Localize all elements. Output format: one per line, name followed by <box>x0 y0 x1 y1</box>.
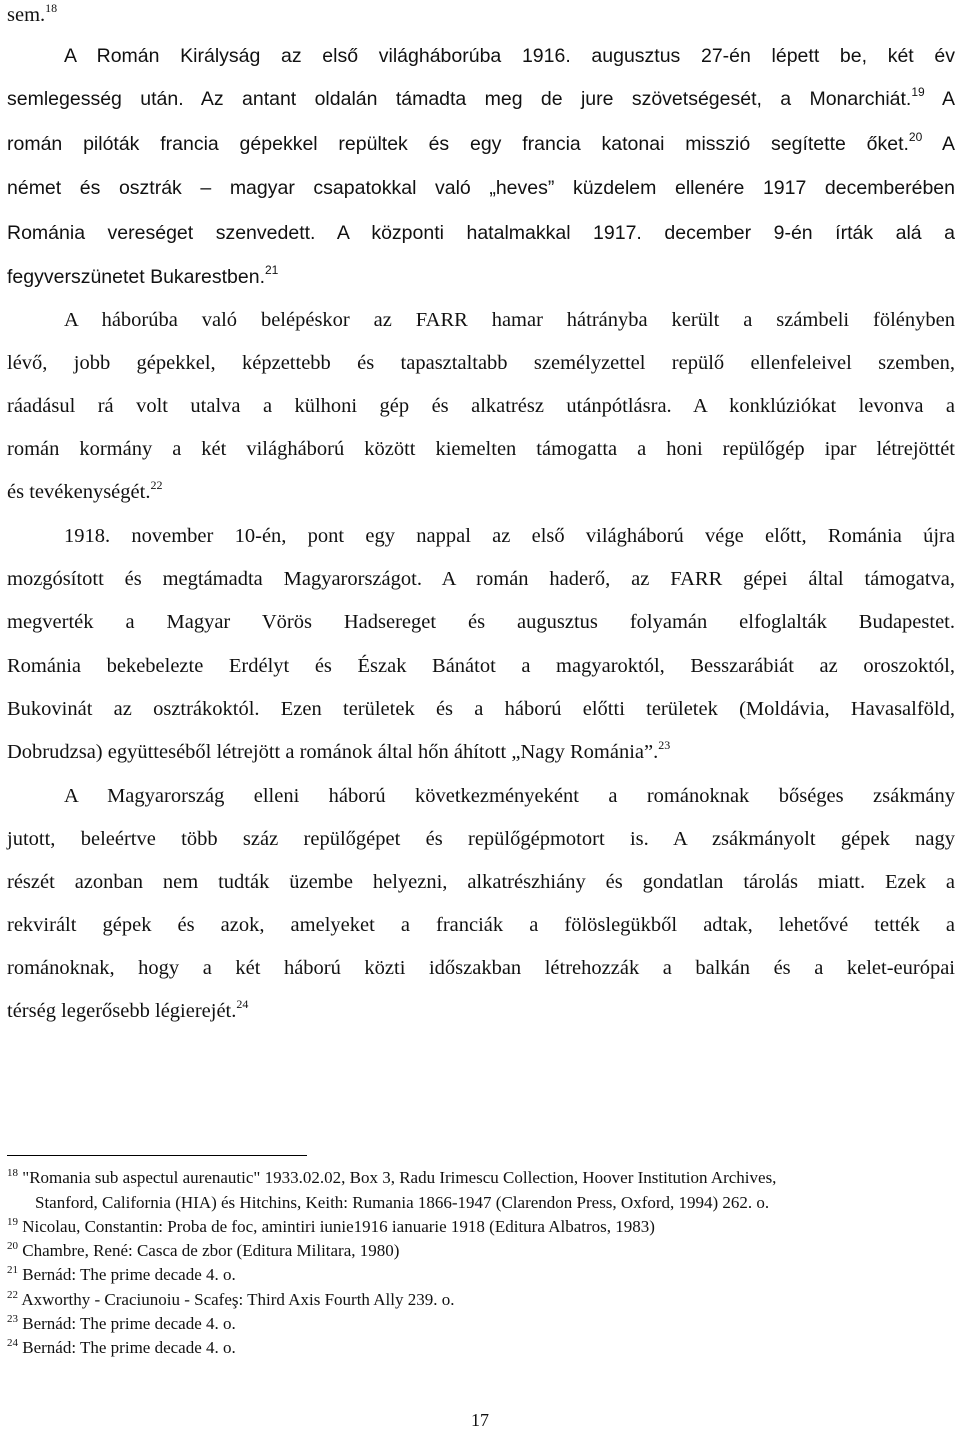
footnote <box>7 1241 957 1261</box>
footnote-ref[interactable]: 21 <box>265 263 279 277</box>
text-line: 1918. november 10-én, pont egy nappal az első világháború vége előtt, Románia újra <box>64 525 955 547</box>
footnote <box>7 1338 957 1358</box>
text-line: A háborúba való belépéskor az FARR hamar hátrányba került a számbeli fölényben <box>64 309 955 331</box>
text-line: megverték a Magyar Vörös Hadsereget és augusztus folyamán elfoglalták Budapestet. <box>7 611 955 633</box>
footnote <box>7 1314 957 1334</box>
footnote-separator <box>7 1155 307 1156</box>
footnote-number: 24 <box>7 1337 18 1349</box>
text-fragment: A <box>924 88 955 110</box>
text-fragment: fegyverszünetet Bukarestben. <box>7 266 265 288</box>
footnote-text: "Romania sub aspectul aurenautic" 1933.02.02, Box 3, Radu Irimescu Collection, Hoover Institution Archives, <box>22 1168 777 1187</box>
text-line <box>7 1 955 27</box>
text-fragment: Dobrudzsa) együtteséből létrejött a románok által hőn áhított „Nagy Románia”. <box>7 741 659 763</box>
footnote-ref[interactable]: 20 <box>908 130 923 144</box>
footnote-text: Bernád: The prime decade 4. o. <box>22 1338 236 1357</box>
footnote-number: 22 <box>7 1289 18 1301</box>
footnote-number: 19 <box>7 1216 18 1228</box>
footnote-ref[interactable]: 23 <box>658 738 671 752</box>
text-line <box>7 263 955 289</box>
footnote <box>7 1217 957 1237</box>
text-line: A Román Királyság az első világháborúba 1916. augusztus 27-én lépett be, két év <box>64 45 955 67</box>
text-line: jutott, beleértve több száz repülőgépet és repülőgépmotort is. A zsákmányolt gépek nagy <box>7 828 955 850</box>
footnote-ref[interactable]: 22 <box>150 478 163 492</box>
text-line <box>7 130 955 156</box>
text-line: német és osztrák – magyar csapatokkal való „heves” küzdelem ellenére 1917 decemberében <box>7 177 955 199</box>
text-fragment: sem. <box>7 4 46 26</box>
text-line: lévő, jobb gépekkel, képzettebb és tapasztaltabb személyzettel repülő ellenfeleivel szemben, <box>7 352 955 374</box>
footnote-text: Bernád: The prime decade 4. o. <box>22 1265 236 1284</box>
text-fragment: semlegesség után. Az antant oldalán támadta meg de jure szövetségesét, a Monarchiát. <box>7 88 912 110</box>
text-line <box>7 738 955 764</box>
text-line <box>7 478 955 504</box>
footnote-number: 21 <box>7 1264 18 1276</box>
footnote-text: Chambre, René: Casca de zbor (Editura Militara, 1980) <box>22 1241 400 1260</box>
text-line: románoknak, hogy a két háború közti időszakban létrehozzák a balkán és a kelet-európai <box>7 957 955 979</box>
text-line: mozgósított és megtámadta Magyarországot. A román haderő, az FARR gépei által támogatva, <box>7 568 955 590</box>
footnote-number: 23 <box>7 1313 18 1325</box>
footnote-text: Nicolau, Constantin: Proba de foc, amintiri iunie1916 ianuarie 1918 (Editura Albatros, 1983) <box>22 1217 655 1236</box>
text-fragment: és tevékenységét. <box>7 481 151 503</box>
footnote-ref[interactable]: 18 <box>45 1 58 15</box>
footnote-ref[interactable]: 19 <box>911 85 925 99</box>
text-line: részét azonban nem tudták üzembe helyezni, alkatrészhiány és gondatlan tárolás miatt. Ezek a <box>7 871 955 893</box>
footnote-text: Axworthy - Craciunoiu - Scafeş: Third Axis Fourth Ally 239. o. <box>21 1290 455 1309</box>
page-number: 17 <box>471 1410 489 1430</box>
text-line: A Magyarország elleni háború következményeként a románoknak bőséges zsákmány <box>64 785 955 807</box>
footnote-number: 20 <box>7 1240 18 1252</box>
footnote <box>7 1168 957 1188</box>
footnote <box>7 1265 957 1285</box>
text-fragment: A <box>922 133 955 155</box>
text-line <box>7 997 955 1023</box>
footnote-number: 18 <box>7 1167 18 1179</box>
footnote <box>7 1290 957 1310</box>
text-fragment: térség legerősebb légierejét. <box>7 1000 237 1022</box>
text-fragment: román pilóták francia gépekkel repültek és egy francia katonai misszió segítette őket. <box>7 133 909 155</box>
footnote-continuation: Stanford, California (HIA) és Hitchins, Keith: Rumania 1866-1947 (Clarendon Press, Oxford, 1994) 262. o. <box>35 1193 770 1212</box>
text-line <box>7 85 955 111</box>
text-line: Bukovinát az osztrákoktól. Ezen területek és a háború előtti területek (Moldávia, Havasalföld, <box>7 698 955 720</box>
footnote-ref[interactable]: 24 <box>236 997 249 1011</box>
footnote-text: Bernád: The prime decade 4. o. <box>22 1314 236 1333</box>
text-line: rekvirált gépek és azok, amelyeket a franciák a fölöslegükből adtak, lehetővé tették a <box>7 914 955 936</box>
text-line: Románia bekebelezte Erdélyt és Észak Bánátot a magyaroktól, Besszarábiát az oroszoktól, <box>7 655 955 677</box>
text-line: ráadásul rá volt utalva a külhoni gép és alkatrész utánpótlásra. A konklúziókat levonva a <box>7 395 955 417</box>
text-line: Románia vereséget szenvedett. A központi hatalmakkal 1917. december 9-én írták alá a <box>7 222 955 244</box>
text-line: román kormány a két világháború között kiemelten támogatta a honi repülőgép ipar létrejöttét <box>7 438 955 460</box>
